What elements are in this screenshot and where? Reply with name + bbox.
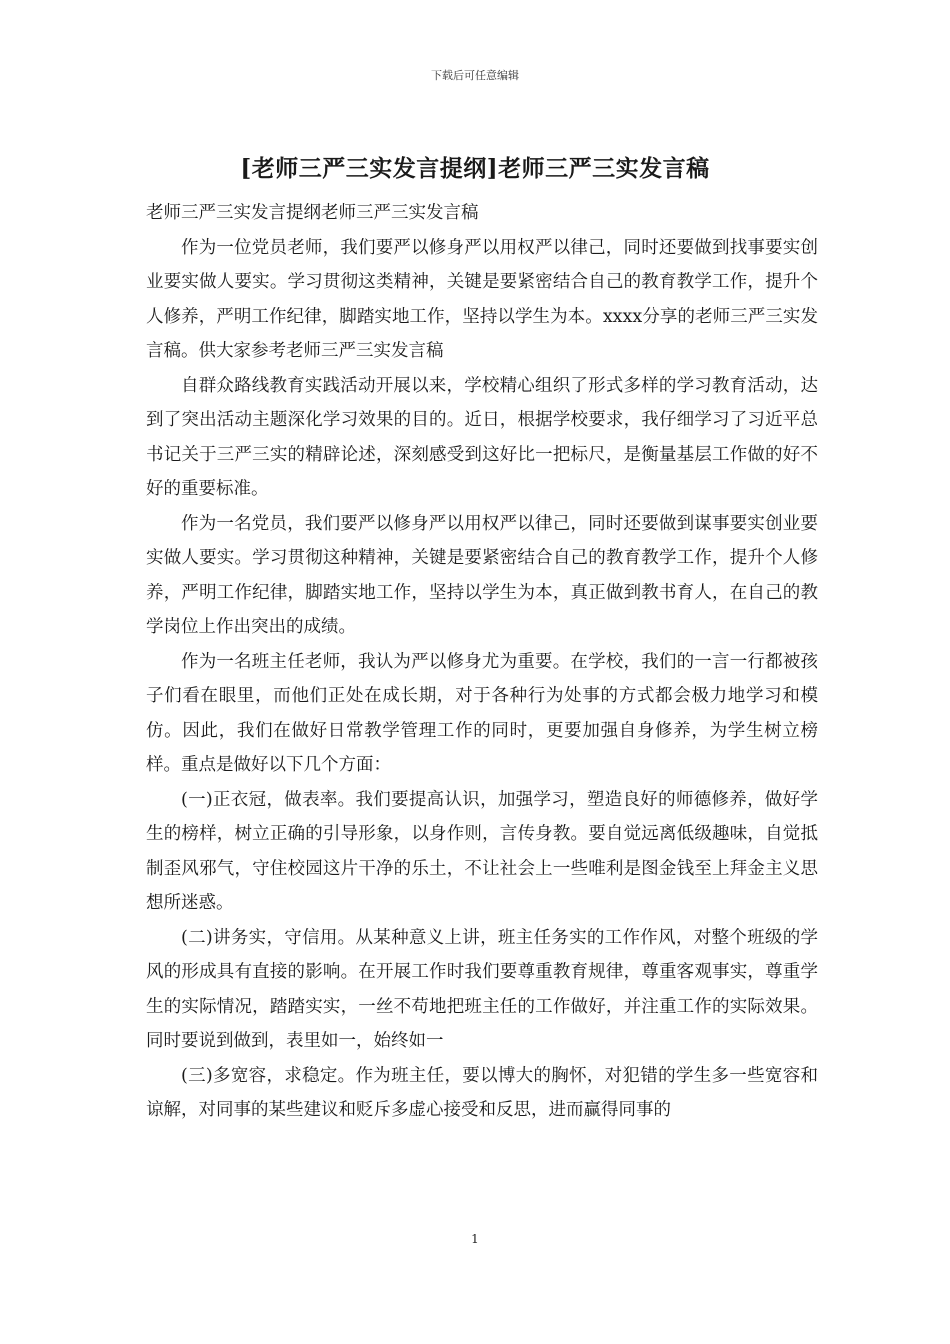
page-title: [老师三严三实发言提纲]老师三严三实发言稿 bbox=[240, 155, 710, 182]
paragraph: 作为一名班主任老师，我认为严以修身尤为重要。在学校，我们的一言一行都被孩子们看在眼里，而他们正处在成长期，对于各种行为处事的方式都会极力地学习和模仿。因此，我们在做好日常教学管理工作的同时，更要加强自身修养，为学生树立榜样。重点是做好以下几个方面： bbox=[146, 651, 818, 775]
paragraph: (一)正衣冠，做表率。我们要提高认识，加强学习，塑造良好的师德修养，做好学生的榜样，树立正确的引导形象，以身作则，言传身教。要自觉远离低级趣味，自觉抵制歪风邪气，守住校园这片干净的乐土，不让社会上一些唯利是图金钱至上拜金主义思想所迷惑。 bbox=[146, 789, 818, 913]
paragraph: (三)多宽容，求稳定。作为班主任，要以博大的胸怀，对犯错的学生多一些宽容和谅解，对同事的某些建议和贬斥多虚心接受和反思，进而赢得同事的 bbox=[146, 1065, 818, 1120]
paragraph: 作为一位党员老师，我们要严以修身严以用权严以律己，同时还要做到找事要实创业要实做人要实。学习贯彻这类精神，关键是要紧密结合自己的教育教学工作，提升个人修养，严明工作纪律，脚踏实地工作，坚持以学生为本。xxxx分享的老师三严三实发言稿。供大家参考老师三严三实发言稿 bbox=[146, 237, 818, 361]
paragraph: 作为一名党员，我们要严以修身严以用权严以律己，同时还要做到谋事要实创业要实做人要实。学习贯彻这种精神，关键是要紧密结合自己的教育教学工作，提升个人修养，严明工作纪律，脚踏实地工作，坚持以学生为本，真正做到教书育人，在自己的教学岗位上作出突出的成绩。 bbox=[146, 513, 818, 637]
document-body bbox=[146, 196, 818, 1128]
header-note: 下载后可任意编辑 bbox=[431, 69, 519, 82]
document-subtitle: 老师三严三实发言提纲老师三严三实发言稿 bbox=[146, 203, 479, 223]
paragraph: 自群众路线教育实践活动开展以来，学校精心组织了形式多样的学习教育活动，达到了突出活动主题深化学习效果的目的。近日，根据学校要求，我仔细学习了习近平总书记关于三严三实的精辟论述，深刻感受到这好比一把标尺，是衡量基层工作做的好不好的重要标准。 bbox=[146, 375, 818, 499]
paragraph: (二)讲务实，守信用。从某种意义上讲，班主任务实的工作作风，对整个班级的学风的形成具有直接的影响。在开展工作时我们要尊重教育规律，尊重客观事实，尊重学生的实际情况，踏踏实实，一丝不苟地把班主任的工作做好，并注重工作的实际效果。同时要说到做到，表里如一，始终如一 bbox=[146, 927, 818, 1051]
page-number: 1 bbox=[471, 1232, 479, 1246]
